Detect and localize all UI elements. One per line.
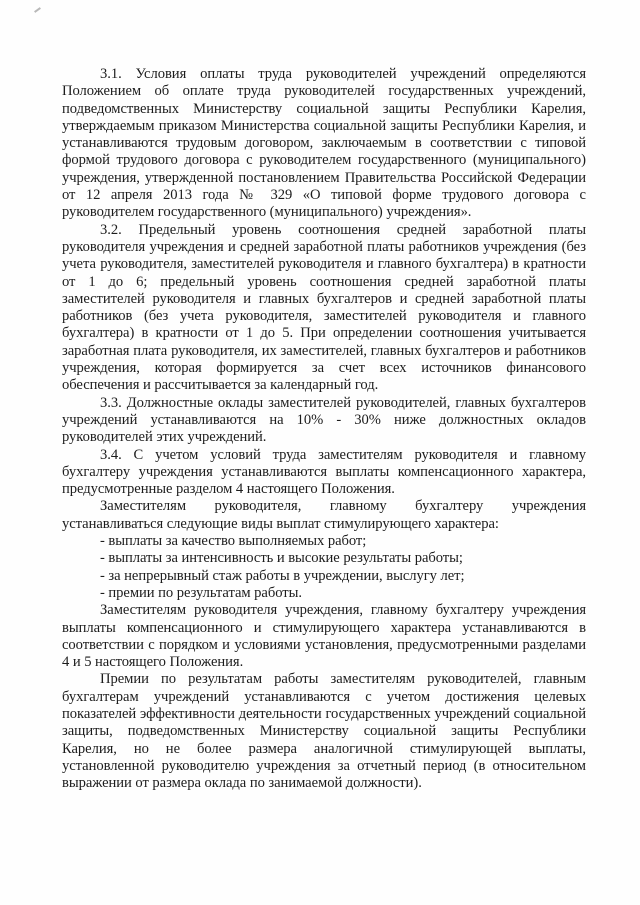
paragraph-3-2: 3.2. Предельный уровень соотношения средней заработной платы руководителя учреждения и средней заработной платы работников учреждения (без учета руководителя, заместителей руководителя и главного бухгалтера) в кратности от 1 до 6; предельный уровень соотношения средней заработной платы заместителей руководителя и главных бухгалтеров и средней заработной платы работников (без учета руководителя, заместителей руководителя и главного бухгалтера) в кратности от 1 до 5. При определении соотношения учитывается заработная плата руководителя, их заместителей, главных бухгалтеров и работников учреждения, которая формируется за счет всех источников финансового обеспечения и рассчитывается за календарный год. <box>62 221 586 394</box>
paragraph-compensation: Заместителям руководителя учреждения, главному бухгалтеру учреждения выплаты компенсационного и стимулирующего характера устанавливаются в соответствии с порядком и условиями установления, предусмотренными разделами 4 и 5 настоящего Положения. <box>62 602 586 671</box>
paragraph-3-3: 3.3. Должностные оклады заместителей руководителей, главных бухгалтеров учреждений устанавливаются на 10% - 30% ниже должностных окладов руководителей этих учреждений. <box>62 394 586 446</box>
paragraph-bonuses: Премии по результатам работы заместителям руководителей, главным бухгалтерам учреждений устанавливаются с учетом достижения целевых показателей эффективности деятельности государственных учреждений социальной защиты, подведомственных Министерству социальной защиты Республики Карелия, но не более размера аналогичной стимулирующей выплаты, установленной руководителю учреждения за отчетный период (в относительном выражении от размера оклада по занимаемой должности). <box>62 671 586 792</box>
stimulating-payments-list <box>62 533 586 602</box>
list-item: - премии по результатам работы. <box>100 584 302 601</box>
paragraph-3-1: 3.1. Условия оплаты труда руководителей учреждений определяются Положением об оплате труда руководителей государственных учреждений, подведомственных Министерству социальной защиты Республики Карелия, утверждаемым приказом Министерства социальной защиты Республики Карелия, и устанавливаются трудовым договором, заключаемым в соответствии с типовой формой трудового договора с руководителем государственного (муниципального) учреждения, утвержденной постановлением Правительства Российской Федерации от 12 апреля 2013 года № 329 «О типовой форме трудового договора с руководителем государственного (муниципального) учреждения». <box>62 66 586 221</box>
scan-artifact <box>34 7 41 13</box>
list-item: - выплаты за интенсивность и высокие результаты работы; <box>100 550 463 567</box>
document-body <box>62 66 586 792</box>
list-item: - выплаты за качество выполняемых работ; <box>100 533 367 550</box>
paragraph-3-4: 3.4. С учетом условий труда заместителям руководителя и главному бухгалтеру учреждения устанавливаются выплаты компенсационного характера, предусмотренные разделом 4 настоящего Положения. <box>62 446 586 498</box>
list-item: - за непрерывный стаж работы в учреждении, выслугу лет; <box>100 567 465 584</box>
paragraph-stimulating-intro: Заместителям руководителя, главному бухгалтеру учреждения устанавливаться следующие виды выплат стимулирующего характера: <box>62 498 586 532</box>
